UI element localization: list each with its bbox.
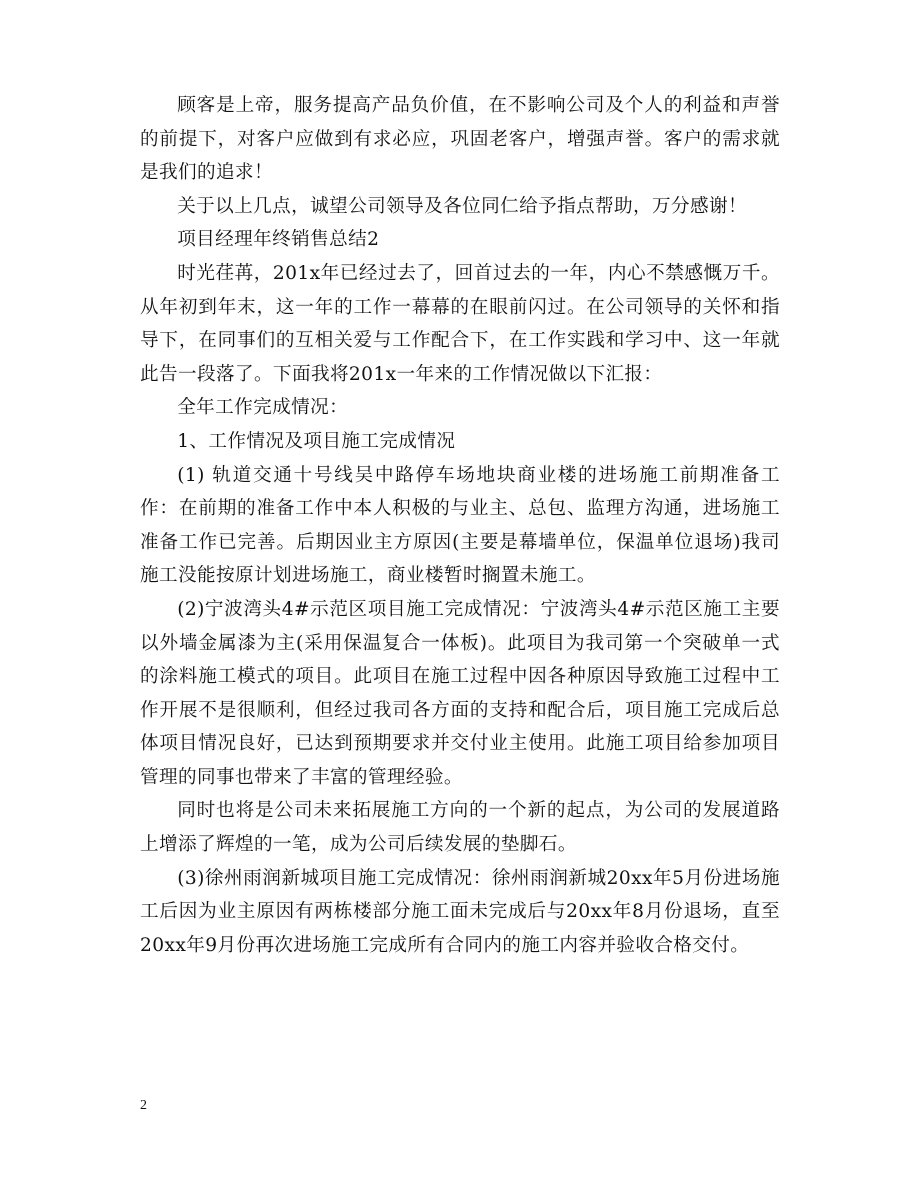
paragraph-intro: 时光荏苒，201x年已经过去了，回首过去的一年，内心不禁感慨万千。从年初到年末，这一年的工作一幕幕的在眼前闪过。在公司领导的关怀和指导下，在同事们的互相关爱与工作配合下，在工作实践和学习中、这一年就此告一段落了。下面我将201x一年来的工作情况做以下汇报：	[140, 262, 780, 385]
document-body	[140, 89, 780, 962]
paragraph-project-1: (1) 轨道交通十号线吴中路停车场地块商业楼的进场施工前期准备工作：在前期的准备工作中本人积极的与业主、总包、监理方沟通，进场施工准备工作已完善。后期因业主方原因(主要是幕墙单位，保温单位退场)我司施工没能按原计划进场施工，商业楼暂时搁置未施工。	[140, 464, 780, 587]
section-heading: 项目经理年终销售总结2	[177, 229, 380, 251]
paragraph-future: 同时也将是公司未来拓展施工方向的一个新的起点，为公司的发展道路上增添了辉煌的一笔，成为公司后续发展的垫脚石。	[140, 800, 780, 856]
paragraph-project-2: (2)宁波湾头4#示范区项目施工完成情况：宁波湾头4#示范区施工主要以外墙金属漆为主(采用保温复合一体板)。此项目为我司第一个突破单一式的涂料施工模式的项目。此项目在施工过程中因各种原因导致施工过程中工作开展不是很顺利，但经过我司各方面的支持和配合后，项目施工完成后总体项目情况良好，已达到预期要求并交付业主使用。此施工项目给参加项目管理的同事也带来了丰富的管理经验。	[140, 598, 780, 788]
page-number: 2	[140, 1098, 147, 1113]
paragraph-thanks: 关于以上几点，诚望公司领导及各位同仁给予指点帮助，万分感谢！	[177, 195, 748, 217]
paragraph-project-3: (3)徐州雨润新城项目施工完成情况：徐州雨润新城20xx年5月份进场施工后因为业主原因有两栋楼部分施工面未完成后与20xx年8月份退场，直至20xx年9月份再次进场施工完成所有合同内的施工内容并验收合格交付。	[140, 867, 780, 956]
paragraph-summary-label: 全年工作完成情况：	[177, 397, 349, 419]
paragraph-customer-service: 顾客是上帝，服务提高产品负价值，在不影响公司及个人的利益和声誉的前提下，对客户应做到有求必应，巩固老客户，增强声誉。客户的需求就是我们的追求！	[140, 95, 780, 184]
paragraph-item-1: 1、工作情况及项目施工完成情况	[177, 430, 456, 452]
